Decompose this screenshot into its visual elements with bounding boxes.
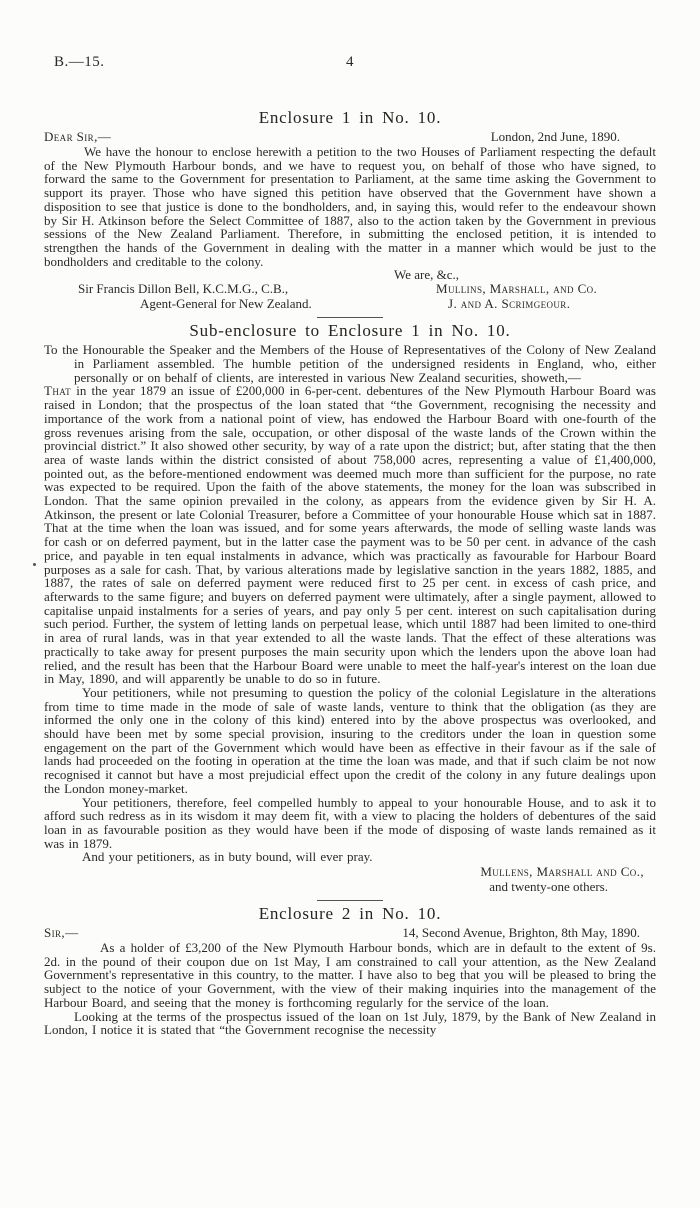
- sub-enclosure-address: To the Honourable the Speaker and the Members of the House of Representatives of the Colony of New Zealand in Parliament assembled. The humble petition of the undersigned residents in England, who, either personally or on behalf of clients, are interested in various New Zealand securities, showeth,—: [44, 342, 656, 385]
- print-artifact-dot: [33, 563, 36, 566]
- enclosure2-dateline: 14, Second Avenue, Brighton, 8th May, 1890.: [402, 925, 640, 941]
- enclosure1-signature-row-2: [44, 297, 656, 312]
- petition-body-text: in the year 1879 an issue of £200,000 in 6-per-cent. debentures of the New Plymouth Harbour Board was raised in London; that the prospectus of the loan stated that “the Government, recognising the necessity and importance of the work from a national point of view, has endowed the Harbour Board with one-fourth of the gross revenues arising from the sale, occupation, or other disposal of the waste lands of the Crown within the provincial district.” It also showed other security, by way of a rate upon the district; but, after stating that the then area of waste lands within the district consisted of about 758,000 acres, representing a value of £1,400,000, pointed out, as the before-mentioned endowment was deemed much more than sufficient for the purpose, no rate was expected to be required. Upon the faith of the above statements, the money for the loan was subscribed in London. That the same opinion prevailed in the colony, as appears from the evidence given by Sir H. A. Atkinson, the present or late Colonial Treasurer, before a Committee of your honourable House which sat in 1887. That at the time when the loan was issued, and for some years afterwards, the mode of selling waste lands was for cash or on deferred payment, but in the latter case the payment was to be 50 per cent. in advance of the cash price, and payable in ten equal instalments in advance, which was practically as favourable for Harbour Board purposes as a sale for cash. That, by various alterations made by legislative sanction in the years 1882, 1885, and 1887, the rates of sale on deferred payment were reduced first to 25 per cent. in excess of cash price, and afterwards to the same figure; and buyers on deferred payment were ultimately, after a single payment, allowed to capitalise unpaid instalments for a series of years, and pay only 5 per cent. interest on such capitalisation during such period. Further, the system of letting lands on perpetual lease, which until 1887 had been limited to one-third in area of rural lands, was in that year extended to all the waste lands. That the effect of these alterations was practically to take away for present purposes the main security upon which the lenders upon the above loan had relied, and the result has been that the Harbour Board were unable to meet the half-year's interest on the loan due in May, 1890, and will apparently be unable to do so in future.: [44, 383, 656, 687]
- enclosure1-body: We have the honour to enclose herewith a petition to the two Houses of Parliament respecting the default of the New Plymouth Harbour bonds, and we have to request you, on behalf of those who have signed, to forward the same to the Government for presentation to Parliament, at the same time asking the Government to support its prayer. Those who have signed this petition have observed that the Government have shown a disposition to see that justice is done to the bondholders, and, in saying this, would refer to the endeavour shown by Sir H. Atkinson before the Select Committee of 1887, also to the action taken by the Government in previous sessions of the New Zealand Parliament. Therefore, in submitting the enclosed petition, it is intended to strengthen the hands of the Government in dealing with the matter in a manner which would be just to the bondholders and creditable to the colony.: [44, 144, 656, 269]
- enclosure1-signatory-1: Mullins, Marshall, and Co.: [436, 281, 598, 297]
- enclosure1-heading: Enclosure 1 in No. 10.: [258, 108, 442, 127]
- sub-enclosure-paragraph-2: Your petitioners, while not presuming to question the policy of the colonial Legislature in the alterations from time to time made in the mode of sale of waste lands, venture to think that the obligation (as they are informed the only one in the colony of this kind) entered into by the above prospectus was overlooked, and should have been met by some special provision, insuring to the creditors under the loan in question some engagement on the part of the Government which would have been as effective in their favour as if the sale of lands had proceeded on the footing in operation at the time the loan was made, and that if such claim be not now recognised it cannot but have a most prejudicial effect upon the credit of the colony in any future dealings upon the London money-market.: [44, 684, 656, 796]
- sub-enclosure-signatory-others: and twenty-one others.: [489, 878, 608, 894]
- sub-enclosure-petition-body: [44, 384, 656, 685]
- page-number: 4: [346, 54, 354, 70]
- enclosure2-heading: Enclosure 2 in No. 10.: [258, 904, 442, 924]
- section-divider-2: [317, 900, 383, 901]
- petition-lead-word: That: [44, 383, 72, 399]
- sub-enclosure-signatory: Mullens, Marshall and Co.,: [480, 864, 644, 880]
- enclosure1-valediction: We are, &c.,: [394, 267, 459, 283]
- enclosure2-paragraph-1: As a holder of £3,200 of the New Plymouth Harbour bonds, which are in default to the extent of 9s. 2d. in the pound of their coupon due on 1st May, I am constrained to call your attention, as the New Zealand Government's representative in this country, to the matter. I have also to beg that you will be pleased to bring the subject to the notice of your Government, with the view of their making inquiries into the management of the Harbour Board, and seeing that the money is forthcoming regularly for the service of the loan.: [44, 940, 656, 1010]
- enclosure1-dateline: London, 2nd June, 1890.: [490, 129, 620, 144]
- enclosure1-salutation: Dear Sir,—: [44, 129, 112, 144]
- sub-enclosure-signature-block: [44, 865, 656, 894]
- sub-enclosure-paragraph-4: And your petitioners, as in buty bound, will ever pray.: [82, 849, 373, 865]
- enclosure2-salutation-row: [44, 926, 656, 940]
- enclosure1-addressee-name: Sir Francis Dillon Bell, K.C.M.G., C.B.,: [78, 281, 289, 297]
- enclosure2-salutation: Sir,—: [44, 925, 79, 941]
- enclosure1-signatory-2: J. and A. Scrimgeour.: [448, 295, 571, 311]
- sub-enclosure-paragraph-3: Your petitioners, therefore, feel compelled humbly to appeal to your honourable House, and to ask it to afford such redress as in its wisdom it may deem fit, with a view to placing the holders of debentures of the said loan in as favourable position as they would have been if the mode of disposing of waste lands remained as it was in 1879.: [44, 794, 656, 851]
- enclosure2-paragraph-2: Looking at the terms of the prospectus issued of the loan on 1st July, 1879, by the Bank of New Zealand in London, I notice it is stated that “the Government recognise the necessity: [44, 1008, 656, 1038]
- page-header: [44, 54, 656, 72]
- enclosure1-salutation-row: [44, 130, 656, 144]
- section-divider-1: [317, 317, 383, 318]
- sub-enclosure-heading: Sub-enclosure to Enclosure 1 in No. 10.: [189, 321, 511, 341]
- document-reference: B.—15.: [54, 54, 105, 70]
- enclosure1-signature-row-1: [44, 282, 656, 297]
- enclosure1-addressee-title: Agent-General for New Zealand.: [140, 295, 312, 311]
